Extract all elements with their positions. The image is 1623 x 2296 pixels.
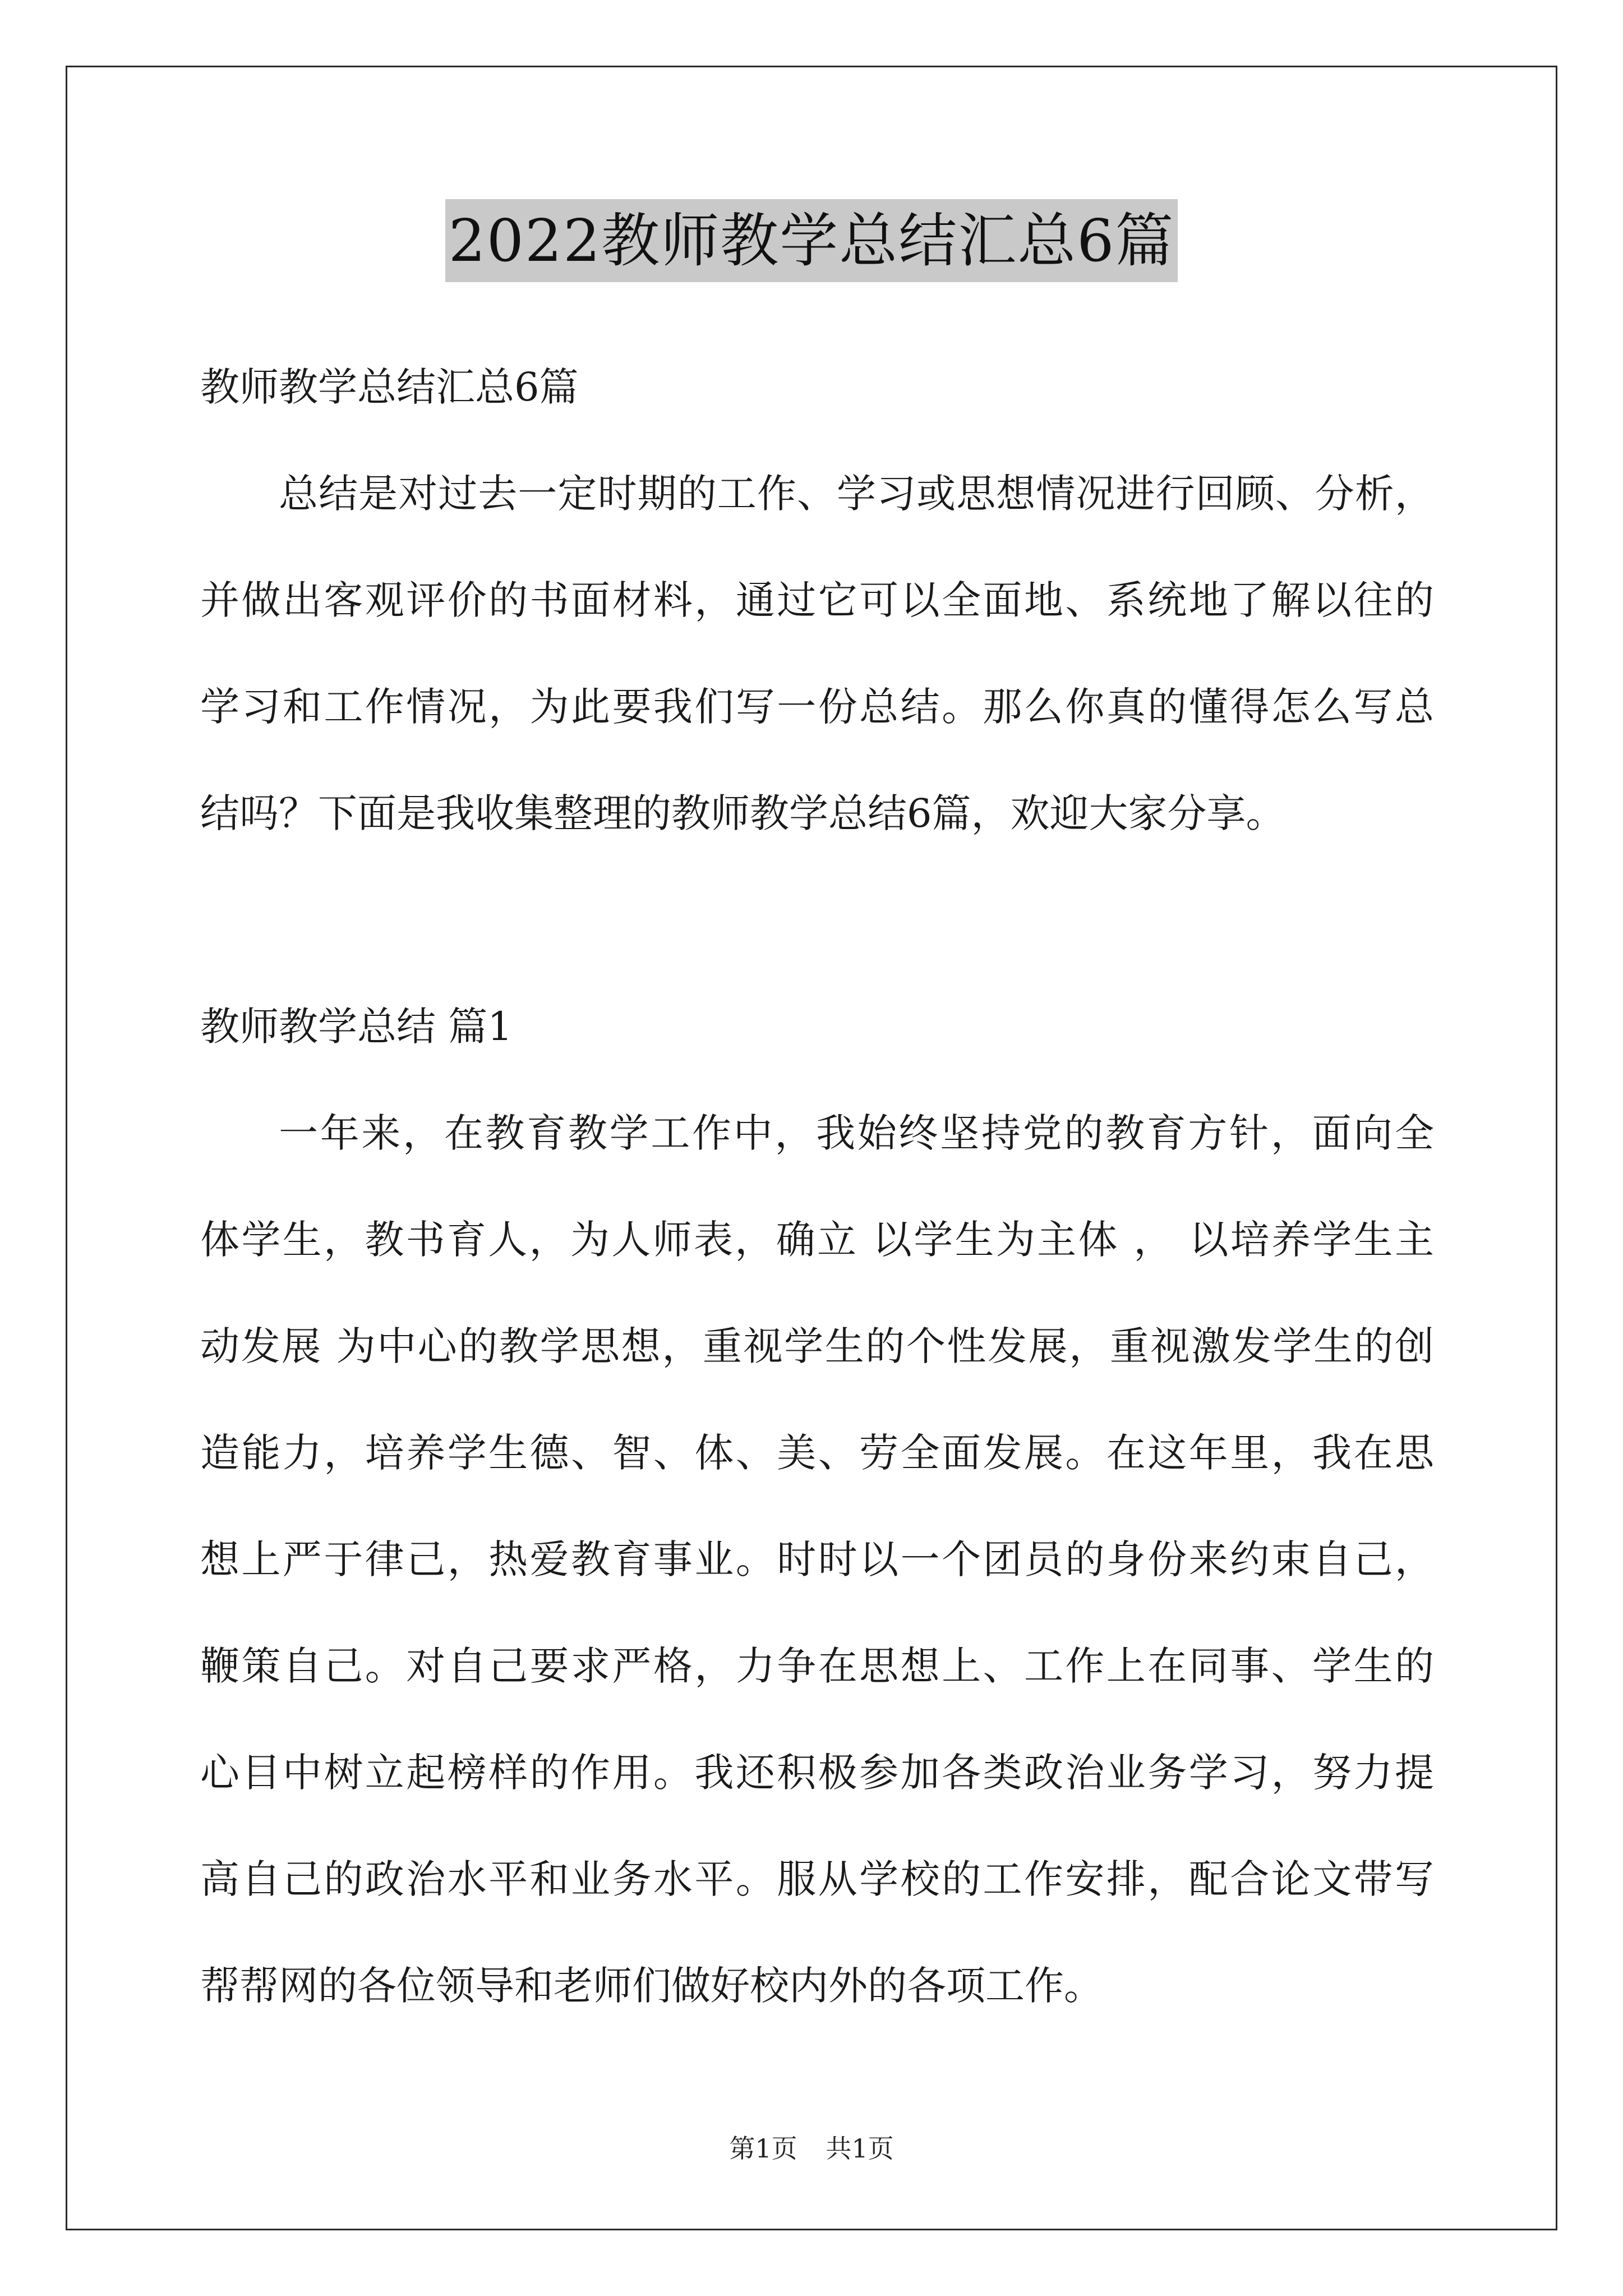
document-title: 2022教师教学总结汇总6篇	[445, 199, 1178, 282]
intro-line: 结吗？下面是我收集整理的教师教学总结6篇，欢迎大家分享。	[200, 790, 1285, 836]
section-line: 体学生，教书育人，为人师表，确立 以学生为主体 ， 以培养学生主	[200, 1217, 1434, 1263]
intro-line: 并做出客观评价的书面材料，通过它可以全面地、系统地了解以往的	[200, 577, 1434, 623]
section-line: 高自己的政治水平和业务水平。服从学校的工作安排，配合论文带写	[200, 1856, 1434, 1902]
section-line: 鞭策自己。对自己要求严格，力争在思想上、工作上在同事、学生的	[200, 1643, 1434, 1689]
section-line: 想上严于律己，热爱教育事业。时时以一个团员的身份来约束自己，	[200, 1536, 1434, 1582]
page-number-current: 第1页	[729, 2133, 797, 2164]
section-line: 一年来，在教育教学工作中，我始终坚持党的教育方针，面向全	[279, 1110, 1434, 1156]
document-subtitle: 教师教学总结汇总6篇	[200, 364, 579, 410]
page-number-total: 共1页	[826, 2133, 894, 2164]
page-footer	[0, 2132, 1623, 2165]
section-line: 帮帮网的各位领导和老师们做好校内外的各项工作。	[200, 1963, 1103, 2009]
document-body	[200, 334, 1434, 2039]
paragraph-gap	[200, 867, 1434, 973]
section-heading: 教师教学总结 篇1	[200, 1004, 513, 1050]
title-container	[0, 199, 1623, 282]
intro-line: 学习和工作情况，为此要我们写一份总结。那么你真的懂得怎么写总	[200, 684, 1434, 730]
section-line: 心目中树立起榜样的作用。我还积极参加各类政治业务学习，努力提	[200, 1750, 1434, 1796]
section-line: 造能力，培养学生德、智、体、美、劳全面发展。在这年里，我在思	[200, 1430, 1434, 1476]
intro-line: 总结是对过去一定时期的工作、学习或思想情况进行回顾、分析，	[279, 471, 1434, 517]
section-line: 动发展 为中心的教学思想，重视学生的个性发展，重视激发学生的创	[200, 1323, 1434, 1369]
